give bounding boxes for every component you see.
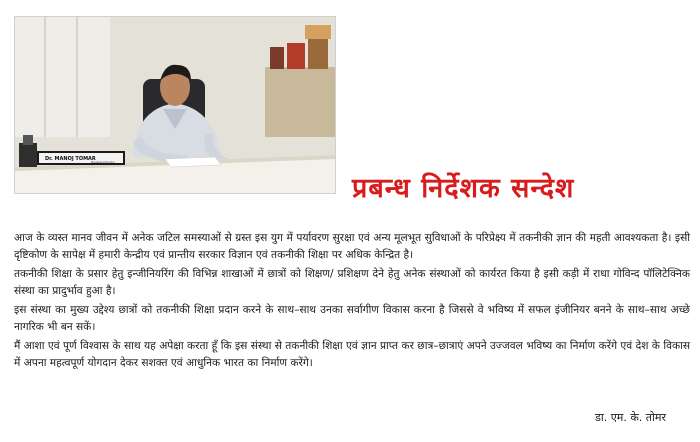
- director-photo: [14, 16, 336, 194]
- nameplate-name: Dr. MANOJ TOMAR: [45, 156, 96, 162]
- signature-name: डा. एम. के. तोमर: [594, 411, 666, 424]
- message-paragraph-1: आज के व्यस्त मानव जीवन में अनेक जटिल समस्याओं से ग्रस्त इस युग में पर्यावरण सुरक्षा एवं अन्य मूलभूत सुविधाओं के परिप्रेक्ष्य में तकनीकी ज्ञान की महती आवश्यकता है। इसी दृष्टिकोण के सापेक्ष में हमारी केन्द्रीय एवं प्रान्तीय सरकार विज्ञान एवं तकनीकी शिक्षा पर अधिक केन्द्रित है।: [14, 232, 690, 261]
- message-body: [14, 230, 690, 374]
- page-heading: प्रबन्ध निर्देशक सन्देश: [352, 173, 575, 204]
- message-paragraph-3: इस संस्था का मुख्य उद्देश्य छात्रों को तकनीकी शिक्षा प्रदान करने के साथ–साथ उनका सर्वागीण विकास करना है जिससे वे भविष्य में सफल इंजीनियर बनने के साथ–साथ अच्छे नागरिक भी बन सकें।: [14, 304, 690, 333]
- office-scene-image: [15, 17, 335, 193]
- message-paragraph-2: तकनीकी शिक्षा के प्रसार हेतु इन्जीनियरिंग की विभिन्न शाखाओं में छात्रों को शिक्षण/ प्रशिक्षण देने हेतु अनेक संस्थाओं को कार्यरत किया है इसी कड़ी में राधा गोविन्द पॉलिटेक्निक संस्था का प्रादुर्भाव हुआ है।: [14, 268, 690, 297]
- message-paragraph-4: मैं आशा एवं पूर्ण विश्वास के साथ यह अपेक्षा करता हूँ कि इस संस्था से तकनीकी शिक्षा एवं ज्ञान प्राप्त कर छात्र–छात्राएं अपने उज्जवल भविष्य का निर्माण करेंगे एवं देश के विकास में अपना महत्वपूर्ण योगदान देकर सशक्त एवं आधुनिक भारत का निर्माण करेंगे।: [14, 340, 690, 369]
- nameplate-designation: Managing Director: [91, 161, 115, 164]
